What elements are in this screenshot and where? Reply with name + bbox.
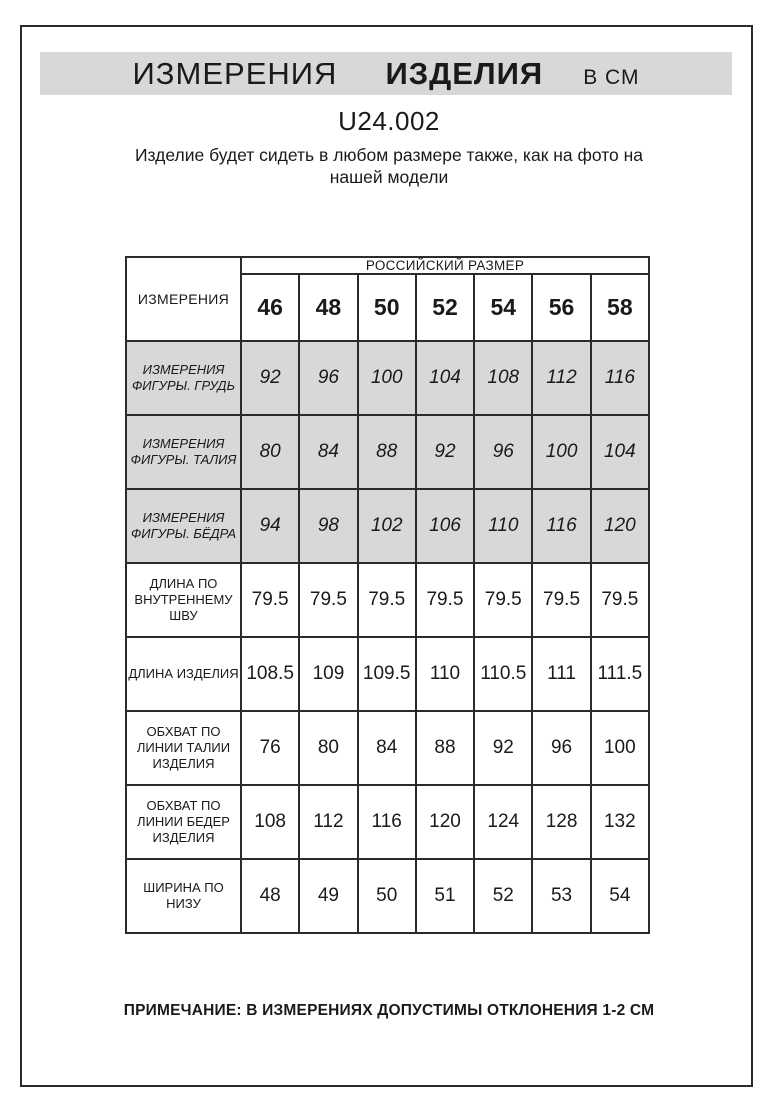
fit-note — [0, 144, 778, 188]
size-header-48: 48 — [299, 274, 357, 341]
value-cell: 92 — [241, 341, 299, 415]
value-cell: 109 — [299, 637, 357, 711]
value-cell: 112 — [299, 785, 357, 859]
value-cell: 84 — [299, 415, 357, 489]
value-cell: 79.5 — [299, 563, 357, 637]
size-table — [125, 256, 650, 934]
table-row — [126, 859, 649, 933]
banner-title-measurements: ИЗМЕРЕНИЯ — [132, 56, 338, 91]
row-label: ИЗМЕРЕНИЯ ФИГУРЫ. ГРУДЬ — [126, 341, 241, 415]
value-cell: 96 — [474, 415, 532, 489]
table-row — [126, 415, 649, 489]
table-row — [126, 637, 649, 711]
row-label: ОБХВАТ ПО ЛИНИИ БЕДЕР ИЗДЕЛИЯ — [126, 785, 241, 859]
measurements-column-header: ИЗМЕРЕНИЯ — [126, 257, 241, 341]
header-banner — [40, 52, 732, 95]
value-cell: 53 — [532, 859, 590, 933]
value-cell: 79.5 — [241, 563, 299, 637]
value-cell: 110 — [474, 489, 532, 563]
value-cell: 80 — [241, 415, 299, 489]
value-cell: 100 — [532, 415, 590, 489]
value-cell: 110.5 — [474, 637, 532, 711]
value-cell: 96 — [299, 341, 357, 415]
row-label: ШИРИНА ПО НИЗУ — [126, 859, 241, 933]
value-cell: 106 — [416, 489, 474, 563]
value-cell: 111 — [532, 637, 590, 711]
value-cell: 51 — [416, 859, 474, 933]
article-code: U24.002 — [338, 106, 440, 136]
value-cell: 124 — [474, 785, 532, 859]
value-cell: 116 — [532, 489, 590, 563]
value-cell: 110 — [416, 637, 474, 711]
table-row — [126, 341, 649, 415]
value-cell: 108 — [474, 341, 532, 415]
value-cell: 79.5 — [416, 563, 474, 637]
row-label: ОБХВАТ ПО ЛИНИИ ТАЛИИ ИЗДЕЛИЯ — [126, 711, 241, 785]
value-cell: 104 — [416, 341, 474, 415]
size-table-body — [126, 341, 649, 933]
value-cell: 79.5 — [591, 563, 649, 637]
row-label: ИЗМЕРЕНИЯ ФИГУРЫ. БЁДРА — [126, 489, 241, 563]
value-cell: 50 — [358, 859, 416, 933]
size-header-54: 54 — [474, 274, 532, 341]
value-cell: 54 — [591, 859, 649, 933]
value-cell: 79.5 — [532, 563, 590, 637]
value-cell: 92 — [474, 711, 532, 785]
value-cell: 52 — [474, 859, 532, 933]
value-cell: 109.5 — [358, 637, 416, 711]
value-cell: 120 — [416, 785, 474, 859]
value-cell: 98 — [299, 489, 357, 563]
size-header-58: 58 — [591, 274, 649, 341]
value-cell: 128 — [532, 785, 590, 859]
value-cell: 94 — [241, 489, 299, 563]
value-cell: 111.5 — [591, 637, 649, 711]
value-cell: 84 — [358, 711, 416, 785]
size-header-50: 50 — [358, 274, 416, 341]
value-cell: 102 — [358, 489, 416, 563]
row-label: ДЛИНА ПО ВНУТРЕННЕМУ ШВУ — [126, 563, 241, 637]
value-cell: 120 — [591, 489, 649, 563]
value-cell: 116 — [358, 785, 416, 859]
value-cell: 88 — [416, 711, 474, 785]
value-cell: 49 — [299, 859, 357, 933]
value-cell: 88 — [358, 415, 416, 489]
value-cell: 96 — [532, 711, 590, 785]
value-cell: 48 — [241, 859, 299, 933]
value-cell: 132 — [591, 785, 649, 859]
row-label: ИЗМЕРЕНИЯ ФИГУРЫ. ТАЛИЯ — [126, 415, 241, 489]
fit-note-line-1: Изделие будет сидеть в любом размере также, как на фото на — [134, 145, 644, 165]
value-cell: 76 — [241, 711, 299, 785]
value-cell: 80 — [299, 711, 357, 785]
table-row — [126, 785, 649, 859]
row-label: ДЛИНА ИЗДЕЛИЯ — [126, 637, 241, 711]
value-cell: 100 — [358, 341, 416, 415]
group-header-row — [126, 257, 649, 274]
value-cell: 79.5 — [474, 563, 532, 637]
value-cell: 104 — [591, 415, 649, 489]
banner-title-units: В СМ — [583, 66, 640, 89]
size-header-56: 56 — [532, 274, 590, 341]
value-cell: 100 — [591, 711, 649, 785]
value-cell: 108.5 — [241, 637, 299, 711]
table-row — [126, 711, 649, 785]
fit-note-line-2: нашей модели — [329, 167, 449, 187]
size-header-52: 52 — [416, 274, 474, 341]
tolerance-note: ПРИМЕЧАНИЕ: В ИЗМЕРЕНИЯХ ДОПУСТИМЫ ОТКЛОНЕНИЯ 1-2 СМ — [123, 1002, 655, 1019]
table-row — [126, 489, 649, 563]
russian-size-header: РОССИЙСКИЙ РАЗМЕР — [241, 257, 649, 274]
value-cell: 112 — [532, 341, 590, 415]
table-row — [126, 563, 649, 637]
value-cell: 108 — [241, 785, 299, 859]
value-cell: 79.5 — [358, 563, 416, 637]
value-cell: 92 — [416, 415, 474, 489]
size-header-46: 46 — [241, 274, 299, 341]
banner-title-product: ИЗДЕЛИЯ — [385, 56, 544, 91]
value-cell: 116 — [591, 341, 649, 415]
size-table-head — [126, 257, 649, 341]
